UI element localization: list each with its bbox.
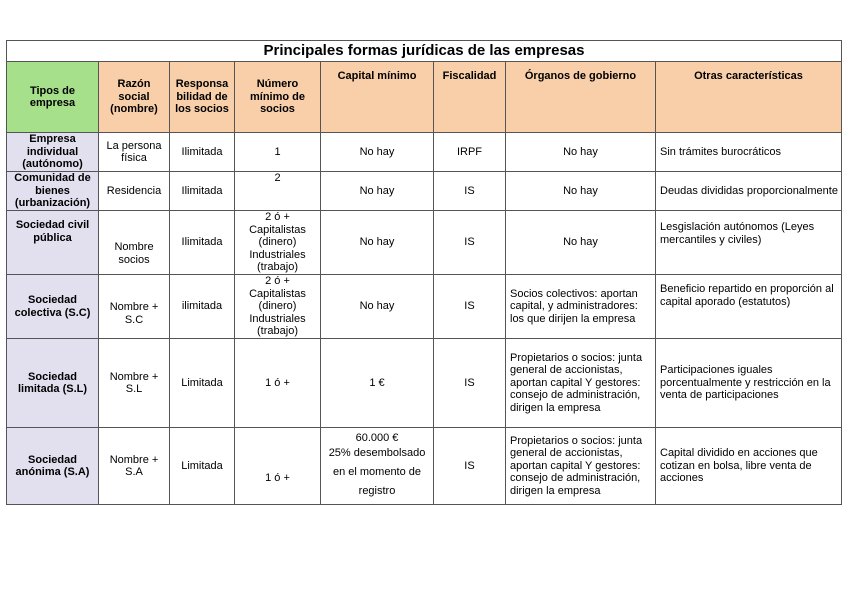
socios-line: 2 ó + <box>265 275 290 288</box>
header-row <box>7 62 842 133</box>
responsabilidad-cell: Limitada <box>170 428 235 505</box>
capital-cell: No hay <box>321 172 434 211</box>
razon-cell: La persona física <box>99 133 170 172</box>
socios-cell <box>235 211 321 275</box>
otras-cell: Beneficio repartido en proporción al capital aporado (estatutos) <box>656 275 842 339</box>
table-row <box>7 211 842 275</box>
capital-line: en el momento de <box>332 465 422 478</box>
table-row <box>7 172 842 211</box>
socios-line: Industriales <box>249 312 306 325</box>
organos-cell: Propietarios o socios: junta general de accionistas, aportan capital Y gestores: consejo de administración, dirigen la empresa <box>506 339 656 428</box>
header-organos: Órganos de gobierno <box>506 62 656 133</box>
razon-cell: Nombre + S.C <box>99 275 170 339</box>
responsabilidad-cell: Ilimitada <box>170 211 235 275</box>
razon-cell: Nombre + S.A <box>99 428 170 505</box>
tipo-cell: Sociedad limitada (S.L) <box>7 339 99 428</box>
socios-line: (trabajo) <box>257 325 298 338</box>
table-row <box>7 428 842 505</box>
header-otras: Otras características <box>656 62 842 133</box>
socios-line: 2 <box>274 172 281 184</box>
header-responsabilidad: Responsa bilidad de los socios <box>170 62 235 133</box>
capital-line: 60.000 € <box>355 431 399 444</box>
razon-cell: Residencia <box>99 172 170 211</box>
header-tipos: Tipos de empresa <box>7 62 99 133</box>
socios-line: Capitalistas <box>249 287 306 300</box>
socios-line: 1 ó + <box>265 471 290 484</box>
socios-cell <box>235 275 321 339</box>
razon-cell: Nombre socios <box>99 211 170 275</box>
capital-cell: No hay <box>321 275 434 339</box>
capital-cell: 1 € <box>321 339 434 428</box>
forms-table <box>6 40 842 505</box>
tipo-cell: Empresa individual (autónomo) <box>7 133 99 172</box>
fiscalidad-cell: IRPF <box>434 133 506 172</box>
table-row <box>7 133 842 172</box>
otras-cell: Deudas divididas proporcionalmente <box>656 172 842 211</box>
fiscalidad-cell: IS <box>434 172 506 211</box>
socios-line: (dinero) <box>258 300 297 313</box>
capital-line: 25% desembolsado <box>328 446 426 459</box>
responsabilidad-cell: Ilimitada <box>170 172 235 211</box>
responsabilidad-cell: Ilimitada <box>170 133 235 172</box>
tipo-cell: Sociedad anónima (S.A) <box>7 428 99 505</box>
otras-cell: Sin trámites burocráticos <box>656 133 842 172</box>
socios-line: (trabajo) <box>257 261 298 274</box>
otras-cell: Capital dividido en acciones que cotizan en bolsa, libre venta de acciones <box>656 428 842 505</box>
socios-cell <box>235 428 321 505</box>
socios-cell <box>235 133 321 172</box>
responsabilidad-cell: ilimitada <box>170 275 235 339</box>
responsabilidad-cell: Limitada <box>170 339 235 428</box>
razon-cell: Nombre + S.L <box>99 339 170 428</box>
header-capital: Capital mínimo <box>321 62 434 133</box>
organos-cell: No hay <box>506 172 656 211</box>
socios-line: 1 <box>274 145 281 158</box>
fiscalidad-cell: IS <box>434 211 506 275</box>
capital-cell: No hay <box>321 211 434 275</box>
fiscalidad-cell: IS <box>434 275 506 339</box>
tipo-cell: Comunidad de bienes (urbanización) <box>7 172 99 211</box>
capital-line: registro <box>358 484 396 497</box>
table-title: Principales formas jurídicas de las empresas <box>7 41 842 62</box>
capital-cell <box>321 428 434 505</box>
tipo-cell: Sociedad civil pública <box>7 211 99 275</box>
socios-line: Industriales <box>249 248 306 261</box>
table-row <box>7 339 842 428</box>
header-razon: Razón social (nombre) <box>99 62 170 133</box>
tipo-cell: Sociedad colectiva (S.C) <box>7 275 99 339</box>
otras-cell: Lesgislación autónomos (Leyes mercantiles y civiles) <box>656 211 842 275</box>
fiscalidad-cell: IS <box>434 339 506 428</box>
socios-cell <box>235 339 321 428</box>
capital-cell: No hay <box>321 133 434 172</box>
organos-cell: No hay <box>506 211 656 275</box>
header-fiscalidad: Fiscalidad <box>434 62 506 133</box>
organos-cell: Socios colectivos: aportan capital, y administradores: los que dirijen la empresa <box>506 275 656 339</box>
organos-cell: Propietarios o socios: junta general de accionistas, aportan capital Y gestores: consejo de administración, dirigen la empresa <box>506 428 656 505</box>
table-row <box>7 275 842 339</box>
socios-line: 2 ó + <box>265 211 290 224</box>
socios-line: Capitalistas <box>249 223 306 236</box>
socios-line: 1 ó + <box>265 376 290 389</box>
otras-cell: Participaciones iguales porcentualmente y restricción en la venta de participaciones <box>656 339 842 428</box>
socios-line: (dinero) <box>258 236 297 249</box>
socios-cell <box>235 172 321 211</box>
fiscalidad-cell: IS <box>434 428 506 505</box>
header-numero-socios: Número mínimo de socios <box>235 62 321 133</box>
organos-cell: No hay <box>506 133 656 172</box>
